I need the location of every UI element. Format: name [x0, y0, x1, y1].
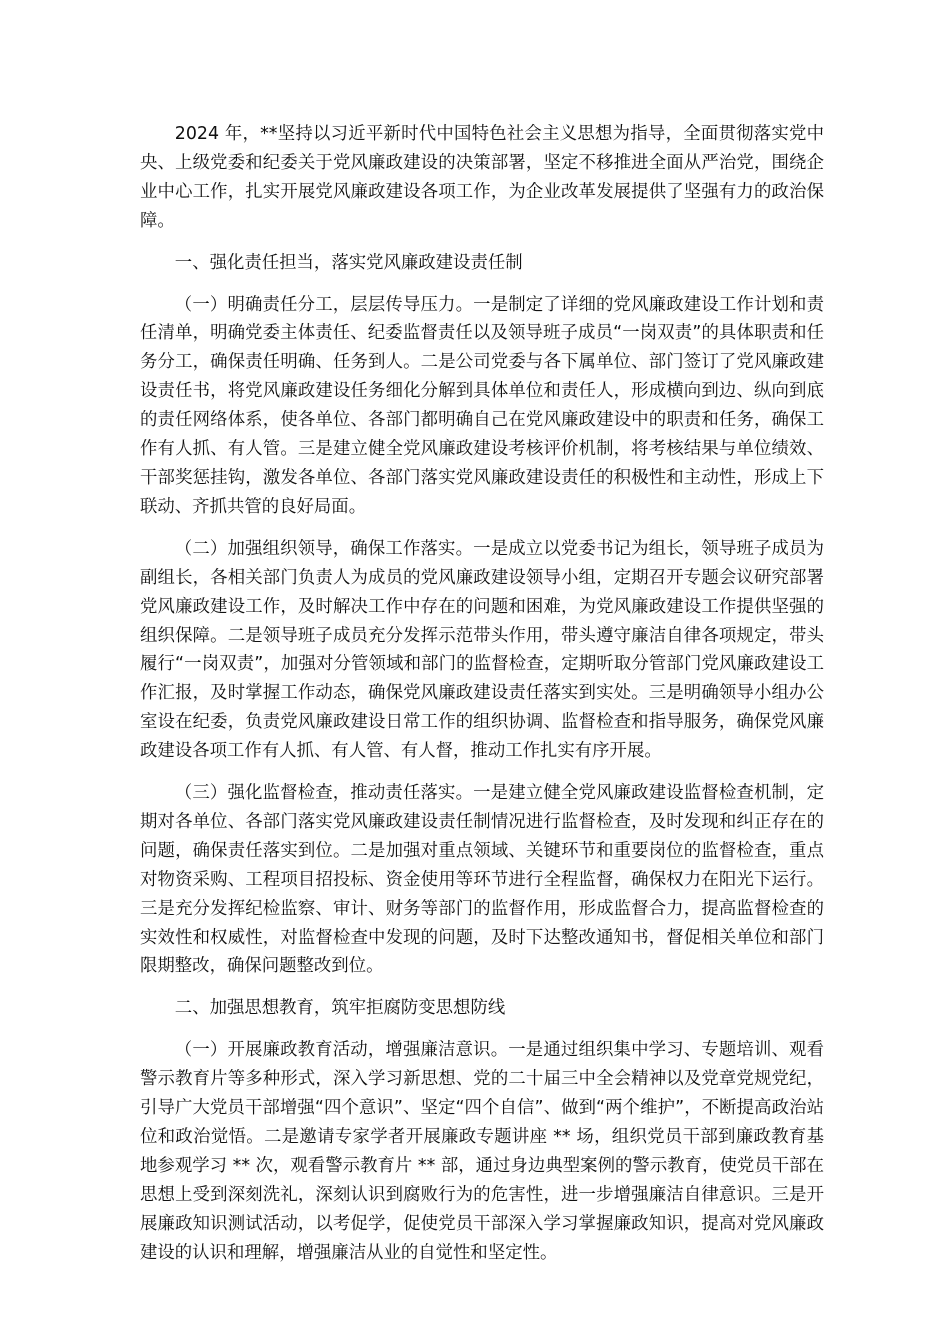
section-2-paragraph-1: （一）开展廉政教育活动，增强廉洁意识。一是通过组织集中学习、专题培训、观看警示教育片等多种形式，深入学习新思想、党的二十届三中全会精神以及党章党规党纪，引导广大党员干部增强“四个意识”、坚定“四个自信”、做到“两个维护”，不断提高政治站位和政治觉悟。二是邀请专家学者开展廉政专题讲座 ** 场，组织党员干部到廉政教育基地参观学习 ** 次，观看警示教育片 ** 部，通过身边典型案例的警示教育，使党员干部在思想上受到深刻洗礼，深刻认识到腐败行为的危害性，进一步增强廉洁自律意识。三是开展廉政知识测试活动，以考促学，促使党员干部深入学习掌握廉政知识，提高对党风廉政建设的认识和理解，增强廉洁从业的自觉性和坚定性。	[140, 1040, 824, 1263]
section-1-paragraph-2: （二）加强组织领导，确保工作落实。一是成立以党委书记为组长，领导班子成员为副组长，各相关部门负责人为成员的党风廉政建设领导小组，定期召开专题会议研究部署党风廉政建设工作，及时解决工作中存在的问题和困难，为党风廉政建设工作提供坚强的组织保障。二是领导班子成员充分发挥示范带头作用，带头遵守廉洁自律各项规定，带头履行“一岗双责”，加强对分管领域和部门的监督检查，定期听取分管部门党风廉政建设工作汇报，及时掌握工作动态，确保党风廉政建设责任落实到实处。三是明确领导小组办公室设在纪委，负责党风廉政建设日常工作的组织协调、监督检查和指导服务，确保党风廉政建设各项工作有人抓、有人管、有人督，推动工作扎实有序开展。	[140, 538, 824, 762]
section-1-paragraph-3: （三）强化监督检查，推动责任落实。一是建立健全党风廉政建设监督检查机制，定期对各单位、各部门落实党风廉政建设责任制情况进行监督检查，及时发现和纠正存在的问题，确保责任落实到位。二是加强对重点领域、关键环节和重要岗位的监督检查，重点对物资采购、工程项目招投标、资金使用等环节进行全程监督，确保权力在阳光下运行。三是充分发挥纪检监察、审计、财务等部门的监督作用，形成监督合力，提高监督检查的实效性和权威性，对监督检查中发现的问题，及时下达整改通知书，督促相关单位和部门限期整改，确保问题整改到位。	[140, 783, 824, 977]
intro-paragraph: 2024 年，**坚持以习近平新时代中国特色社会主义思想为指导，全面贯彻落实党中央、上级党委和纪委关于党风廉政建设的决策部署，坚定不移推进全面从严治党，围绕企业中心工作，扎实开展党风廉政建设各项工作，为企业改革发展提供了坚强有力的政治保障。	[140, 124, 824, 231]
section-1-heading: 一、强化责任担当，落实党风廉政建设责任制	[174, 252, 523, 273]
document-body	[140, 120, 824, 1268]
section-2-heading: 二、加强思想教育，筑牢拒腐防变思想防线	[174, 998, 506, 1019]
section-1-paragraph-1: （一）明确责任分工，层层传导压力。一是制定了详细的党风廉政建设工作计划和责任清单，明确党委主体责任、纪委监督责任以及领导班子成员“一岗双责”的具体职责和任务分工，确保责任明确、任务到人。二是公司党委与各下属单位、部门签订了党风廉政建设责任书，将党风廉政建设任务细化分解到具体单位和责任人，形成横向到边、纵向到底的责任网络体系，使各单位、各部门都明确自己在党风廉政建设中的职责和任务，确保工作有人抓、有人管。三是建立健全党风廉政建设考核评价机制，将考核结果与单位绩效、干部奖惩挂钩，激发各单位、各部门落实党风廉政建设责任的积极性和主动性，形成上下联动、齐抓共管的良好局面。	[140, 294, 824, 517]
